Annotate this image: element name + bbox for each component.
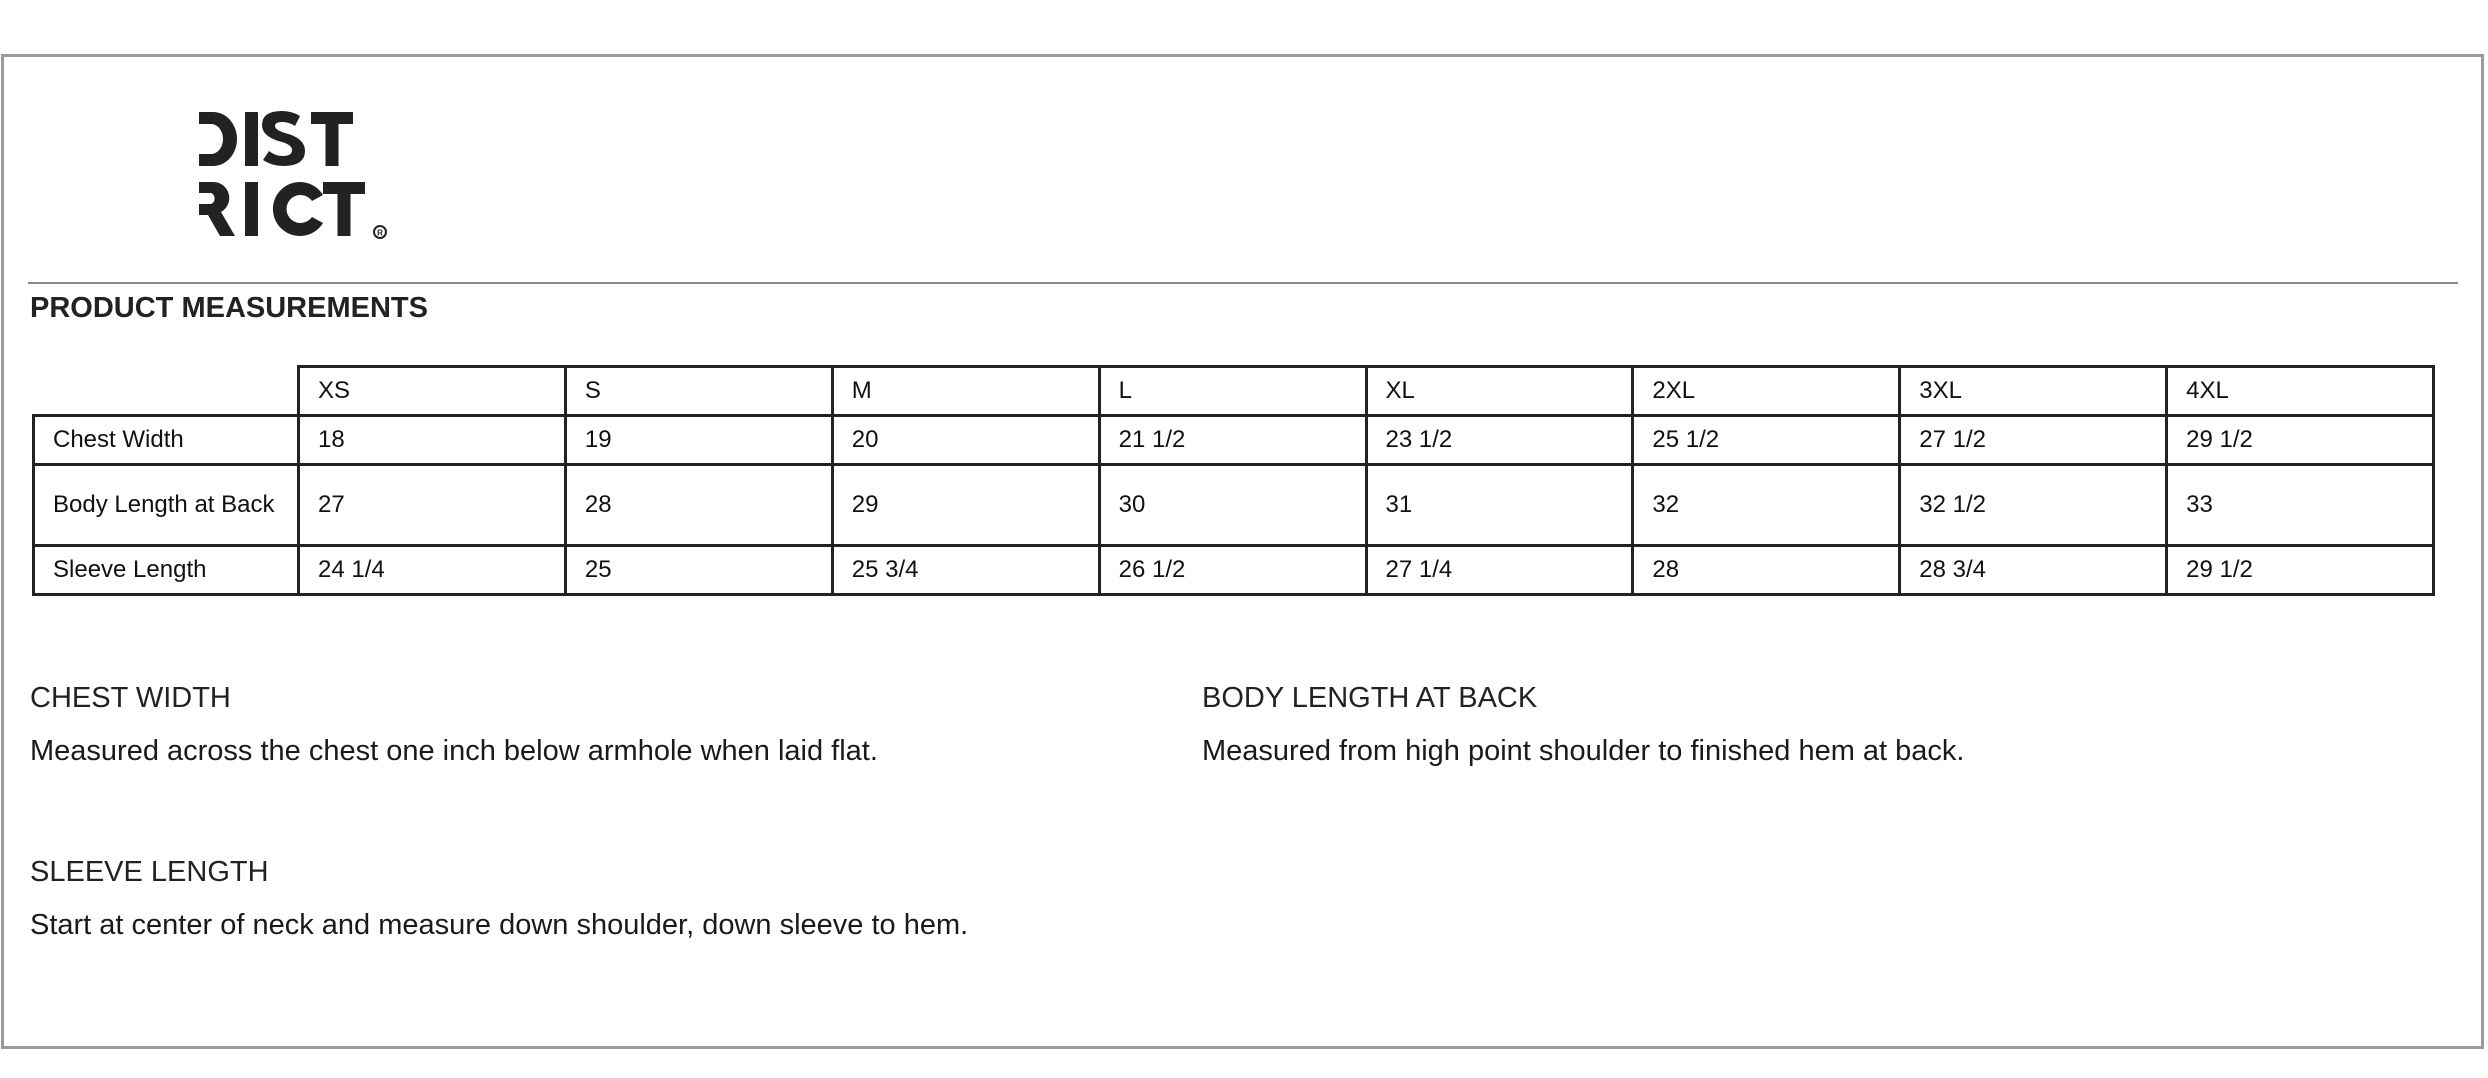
table-cell: 29 xyxy=(832,465,1099,546)
column-header: 4XL xyxy=(2167,367,2434,416)
definition-text-sleeve-length: Start at center of neck and measure down shoulder, down sleeve to hem. xyxy=(30,909,969,941)
definition-title-chest-width: CHEST WIDTH xyxy=(30,682,231,714)
table-cell: 20 xyxy=(832,416,1099,465)
table-corner-cell xyxy=(34,367,299,416)
table-cell: 32 1/2 xyxy=(1900,465,2167,546)
definition-text-body-length: Measured from high point shoulder to finished hem at back. xyxy=(1202,735,1965,767)
table-cell: 28 xyxy=(1633,546,1900,595)
table-cell: 28 3/4 xyxy=(1900,546,2167,595)
row-label: Body Length at Back xyxy=(34,465,299,546)
column-header: XS xyxy=(299,367,566,416)
table-cell: 27 1/2 xyxy=(1900,416,2167,465)
table-cell: 32 xyxy=(1633,465,1900,546)
table-cell: 25 3/4 xyxy=(832,546,1099,595)
table-row xyxy=(34,465,2434,546)
row-label: Sleeve Length xyxy=(34,546,299,595)
table-cell: 29 1/2 xyxy=(2167,546,2434,595)
column-header: XL xyxy=(1366,367,1633,416)
table-cell: 25 1/2 xyxy=(1633,416,1900,465)
definition-title-sleeve-length: SLEEVE LENGTH xyxy=(30,856,269,888)
column-header: 2XL xyxy=(1633,367,1900,416)
definition-title-body-length: BODY LENGTH AT BACK xyxy=(1202,682,1538,714)
table-header-row xyxy=(34,367,2434,416)
table-row xyxy=(34,546,2434,595)
table-cell: 18 xyxy=(299,416,566,465)
column-header: S xyxy=(565,367,832,416)
district-logo xyxy=(199,106,399,246)
definition-text-chest-width: Measured across the chest one inch below armhole when laid flat. xyxy=(30,735,878,767)
size-chart-table xyxy=(32,365,2435,596)
table-cell: 21 1/2 xyxy=(1099,416,1366,465)
table-cell: 19 xyxy=(565,416,832,465)
table-row xyxy=(34,416,2434,465)
svg-text:R: R xyxy=(377,228,383,238)
table-cell: 27 1/4 xyxy=(1366,546,1633,595)
district-logo-mark xyxy=(199,106,399,246)
header-divider xyxy=(28,282,2458,284)
table-cell: 28 xyxy=(565,465,832,546)
column-header: M xyxy=(832,367,1099,416)
row-label: Chest Width xyxy=(34,416,299,465)
column-header: L xyxy=(1099,367,1366,416)
table-cell: 25 xyxy=(565,546,832,595)
table-cell: 29 1/2 xyxy=(2167,416,2434,465)
table-cell: 33 xyxy=(2167,465,2434,546)
section-title: PRODUCT MEASUREMENTS xyxy=(30,292,428,324)
table-cell: 30 xyxy=(1099,465,1366,546)
table-cell: 27 xyxy=(299,465,566,546)
table-cell: 26 1/2 xyxy=(1099,546,1366,595)
column-header: 3XL xyxy=(1900,367,2167,416)
table-cell: 23 1/2 xyxy=(1366,416,1633,465)
table-cell: 31 xyxy=(1366,465,1633,546)
table-cell: 24 1/4 xyxy=(299,546,566,595)
